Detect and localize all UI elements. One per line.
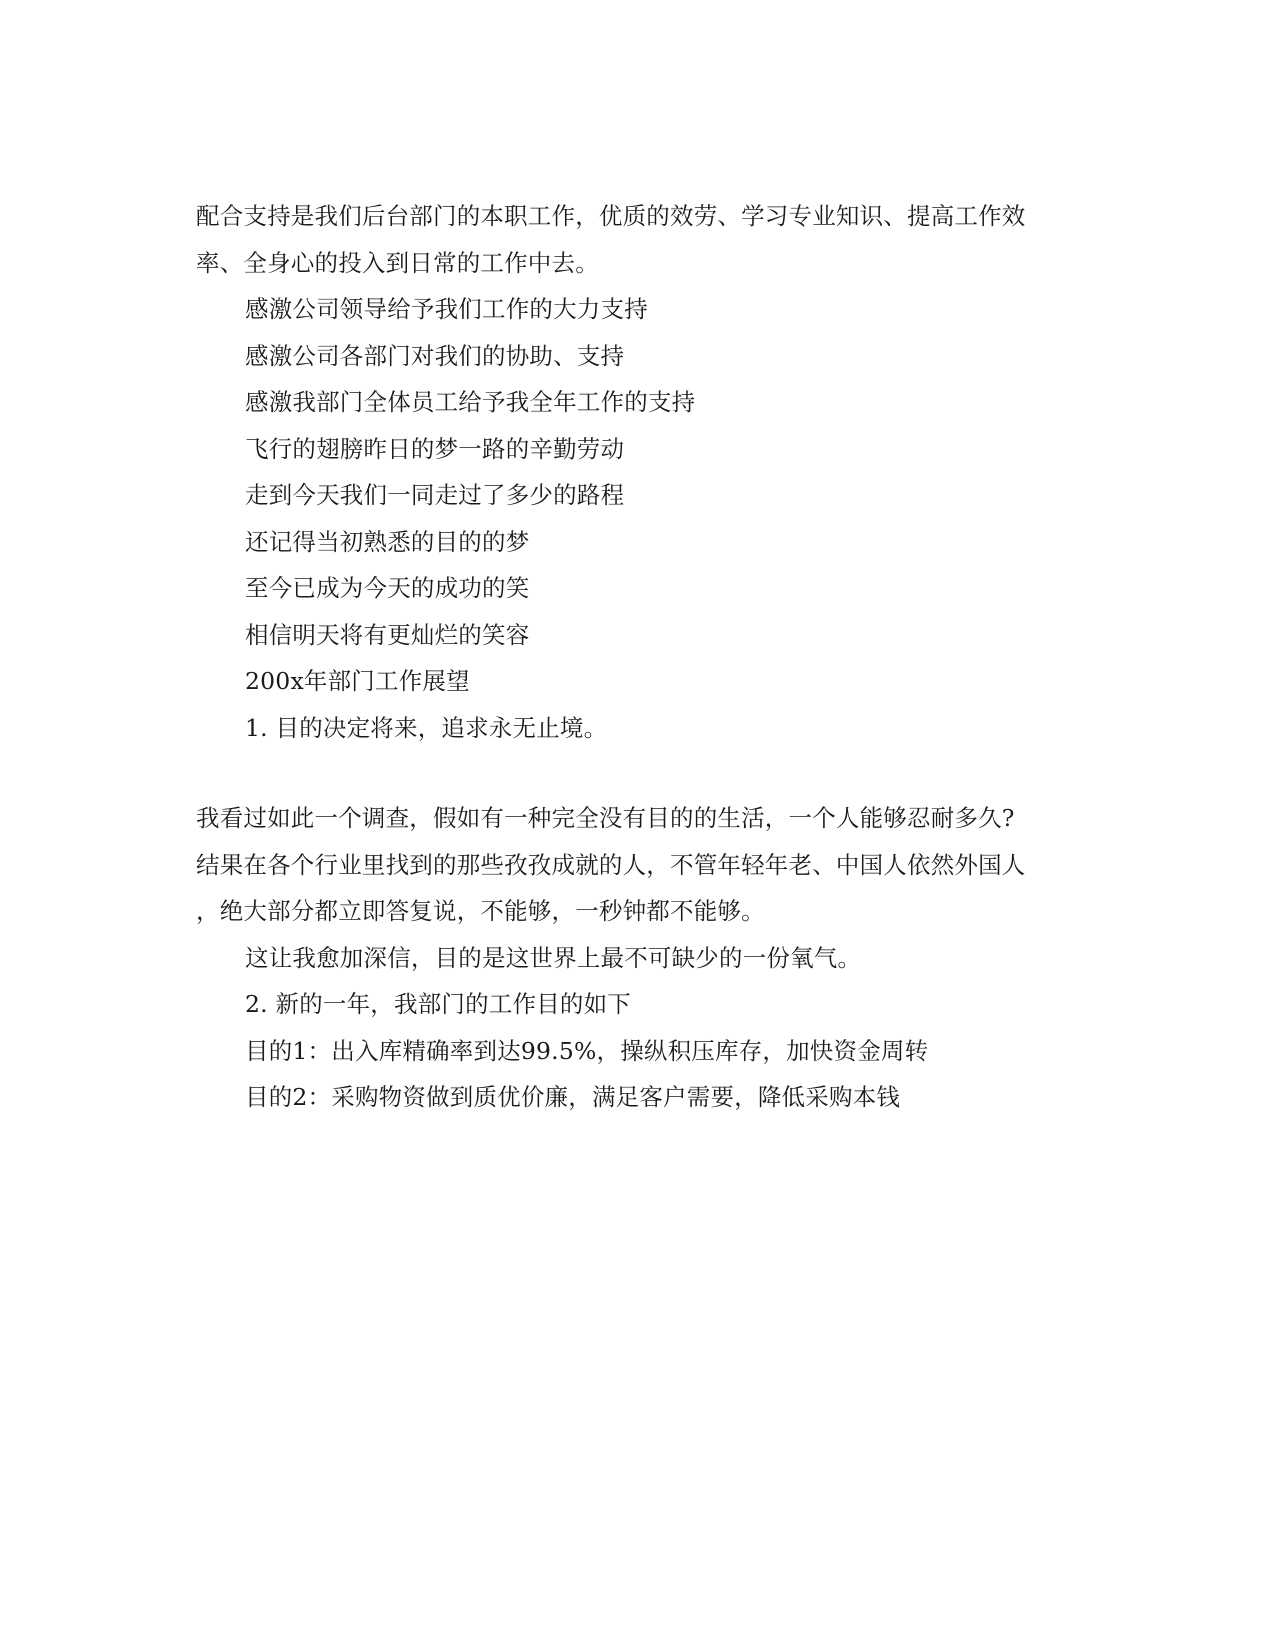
thanks-line-2: 感激公司各部门对我们的协助、支持 xyxy=(245,342,625,370)
poem-line-4: 至今已成为今天的成功的笑 xyxy=(245,574,530,602)
goal-1: 目的1：出入库精确率到达99.5%，操纵积压库存，加快资金周转 xyxy=(245,1037,929,1065)
survey-line-1: 我看过如此一个调查，假如有一种完全没有目的的生活，一个人能够忍耐多久? xyxy=(196,804,1015,832)
survey-line-2: 结果在各个行业里找到的那些孜孜成就的人，不管年轻年老、中国人依然外国人 xyxy=(196,851,1026,879)
point-1-heading: 1. 目的决定将来，追求永无止境。 xyxy=(245,714,608,742)
intro-line-1: 配合支持是我们后台部门的本职工作，优质的效劳、学习专业知识、提高工作效 xyxy=(196,202,1026,230)
point-2-heading: 2. 新的一年，我部门的工作目的如下 xyxy=(245,990,631,1018)
poem-line-2: 走到今天我们一同走过了多少的路程 xyxy=(245,481,625,509)
survey-line-3: ，绝大部分都立即答复说，不能够，一秒钟都不能够。 xyxy=(196,897,765,925)
poem-line-1: 飞行的翅膀昨日的梦一路的辛勤劳动 xyxy=(245,435,625,463)
thanks-line-1: 感激公司领导给予我们工作的大力支持 xyxy=(245,295,648,323)
poem-line-5: 相信明天将有更灿烂的笑容 xyxy=(245,621,530,649)
intro-line-2: 率、全身心的投入到日常的工作中去。 xyxy=(196,249,599,277)
belief-line: 这让我愈加深信，目的是这世界上最不可缺少的一份氧气。 xyxy=(245,944,862,972)
poem-line-3: 还记得当初熟悉的目的的梦 xyxy=(245,528,530,556)
outlook-heading: 200x年部门工作展望 xyxy=(245,667,470,695)
thanks-line-3: 感激我部门全体员工给予我全年工作的支持 xyxy=(245,388,696,416)
goal-2: 目的2：采购物资做到质优价廉，满足客户需要，降低采购本钱 xyxy=(245,1083,901,1111)
